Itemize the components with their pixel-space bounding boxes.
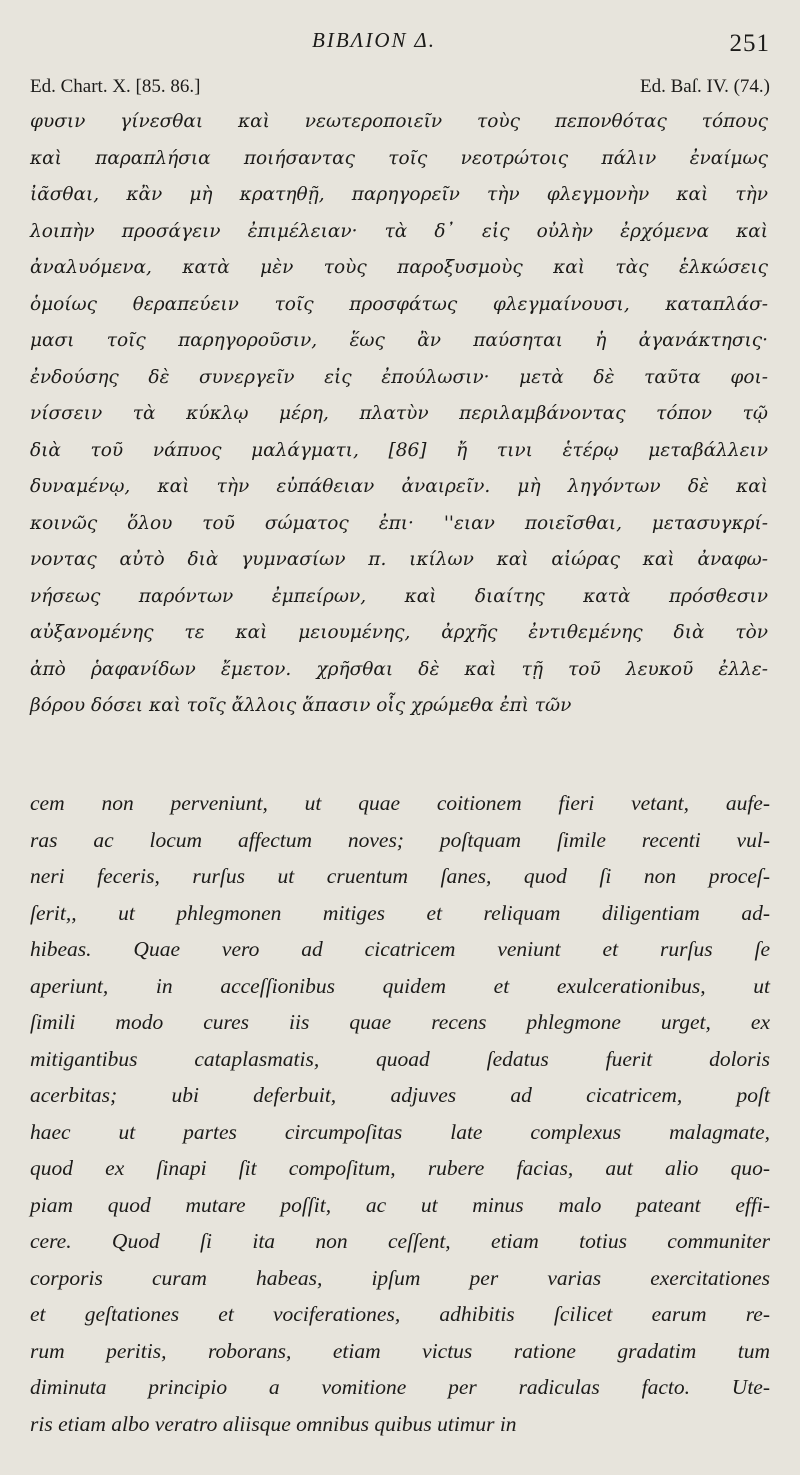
greek-text-line: ἐνδούσης δὲ συνεργεῖν εἰς ἐπούλωσιν· μετὰ δὲ ταῦτα φοι-: [30, 366, 768, 388]
latin-text-line: cere. Quod ſi ita non ceſſent, etiam totius communiter: [30, 1229, 770, 1253]
latin-text-line: corporis curam habeas, ipſum per varias exercitationes: [30, 1265, 770, 1290]
greek-text-line: ἰᾶσθαι, κἂν μὴ κρατηθῇ, παρηγορεῖν τὴν φλεγμονὴν καὶ τὴν: [30, 184, 768, 205]
greek-text-line: νήσεως παρόντων ἐμπείρων, καὶ διαίτης κατὰ πρόσθεσιν: [30, 585, 768, 607]
running-title: BIBΛΙΟΝ Δ.: [312, 28, 436, 52]
greek-text-line: καὶ παραπλήσια ποιήσαντας τοῖς νεοτρώτοις πάλιν ἐναίμως: [30, 147, 768, 169]
latin-text-line: cem non perveniunt, ut quae coitionem fieri vetant, aufe-: [30, 791, 770, 815]
latin-text-line: hibeas. Quae vero ad cicatricem veniunt et rurſus ſe: [30, 937, 770, 961]
edition-reference-chartier: Ed. Chart. X. [85. 86.]: [30, 76, 201, 97]
latin-text-line: ſerit,, ut phlegmonen mitiges et reliquam diligentiam ad-: [30, 900, 770, 925]
latin-text-line: quod ex ſinapi ſit compoſitum, rubere facias, aut alio quo-: [30, 1156, 770, 1180]
greek-text-line: νοντας αὐτὸ διὰ γυμνασίων π. ικίλων καὶ αἰώρας καὶ ἀναφω-: [30, 549, 768, 570]
latin-text-line: neri feceris, rurſus ut cruentum ſanes, quod ſi non proceſ-: [30, 864, 770, 888]
latin-text-line: haec ut partes circumpoſitas late complexus malagmate,: [30, 1119, 770, 1144]
latin-text-line: ras ac locum affectum noves; poſtquam ſimile recenti vul-: [30, 827, 770, 852]
latin-text-line: diminuta principio a vomitione per radiculas facto. Ute-: [30, 1375, 770, 1399]
greek-text-line: ἀπὸ ῥαφανίδων ἔμετον. χρῆσθαι δὲ καὶ τῇ τοῦ λευκοῦ ἐλλε-: [30, 658, 768, 680]
latin-text-line: mitigantibus cataplasmatis, quoad ſedatus fuerit doloris: [30, 1046, 770, 1071]
column-gap: [30, 720, 770, 780]
edition-reference-basel: Ed. Baſ. IV. (74.): [640, 76, 770, 97]
greek-text-line: νίσσειν τὰ κύκλῳ μέρη, πλατὺν περιλαμβάνοντας τόπον τῷ: [30, 403, 768, 424]
latin-text-line: piam quod mutare poſſit, ac ut minus malo pateant effi-: [30, 1192, 770, 1217]
latin-text-line: et geſtationes et vociferationes, adhibitis ſcilicet earum re-: [30, 1302, 770, 1326]
latin-text-column: [30, 785, 770, 1442]
latin-text-line: aperiunt, in acceſſionibus quidem et exulcerationibus, ut: [30, 973, 770, 998]
greek-text-line: λοιπὴν προσάγειν ἐπιμέλειαν· τὰ δ᾽ εἰς οὐλὴν ἐρχόμενα καὶ: [30, 220, 768, 242]
greek-text-line: ἀναλυόμενα, κατὰ μὲν τοὺς παροξυσμοὺς καὶ τὰς ἑλκώσεις: [30, 257, 768, 278]
greek-text-line: κοινῶς ὅλου τοῦ σώματος ἐπι· ''ειαν ποιεῖσθαι, μετασυγκρί-: [30, 512, 768, 534]
latin-text-line: acerbitas; ubi deferbuit, adjuves ad cicatricem, poſt: [30, 1083, 770, 1107]
latin-text-line: ris etiam albo veratro aliisque omnibus quibus utimur in: [30, 1411, 517, 1436]
greek-text-line: βόρου δόσει καὶ τοῖς ἄλλοις ἅπασιν οἷς χρώμεθα ἐπὶ τῶν: [30, 695, 572, 716]
latin-text-line: rum peritis, roborans, etiam victus ratione gradatim tum: [30, 1338, 770, 1363]
greek-text-line: διὰ τοῦ νάπυος μαλάγματι, [86] ἤ τινι ἑτέρῳ μεταβάλλειν: [30, 439, 768, 461]
greek-text-line: ὁμοίως θεραπεύειν τοῖς προσφάτως φλεγμαίνουσι, καταπλάσ-: [30, 293, 768, 315]
page-number: 251: [729, 30, 770, 57]
greek-text-line: δυναμένῳ, καὶ τὴν εὐπάθειαν ἀναιρεῖν. μὴ ληγόντων δὲ καὶ: [30, 476, 768, 497]
greek-text-column: [30, 104, 768, 725]
greek-text-line: αὐξανομένης τε καὶ μειουμένης, ἀρχῆς ἐντιθεμένης διὰ τὸν: [30, 622, 768, 643]
greek-text-line: μασι τοῖς παρηγοροῦσιν, ἕως ἂν παύσηται ἡ ἀγανάκτησις·: [30, 330, 768, 351]
latin-text-line: ſimili modo cures iis quae recens phlegmone urget, ex: [30, 1010, 770, 1034]
greek-text-line: φυσιν γίνεσθαι καὶ νεωτεροποιεῖν τοὺς πεπονθότας τόπους: [30, 111, 768, 132]
